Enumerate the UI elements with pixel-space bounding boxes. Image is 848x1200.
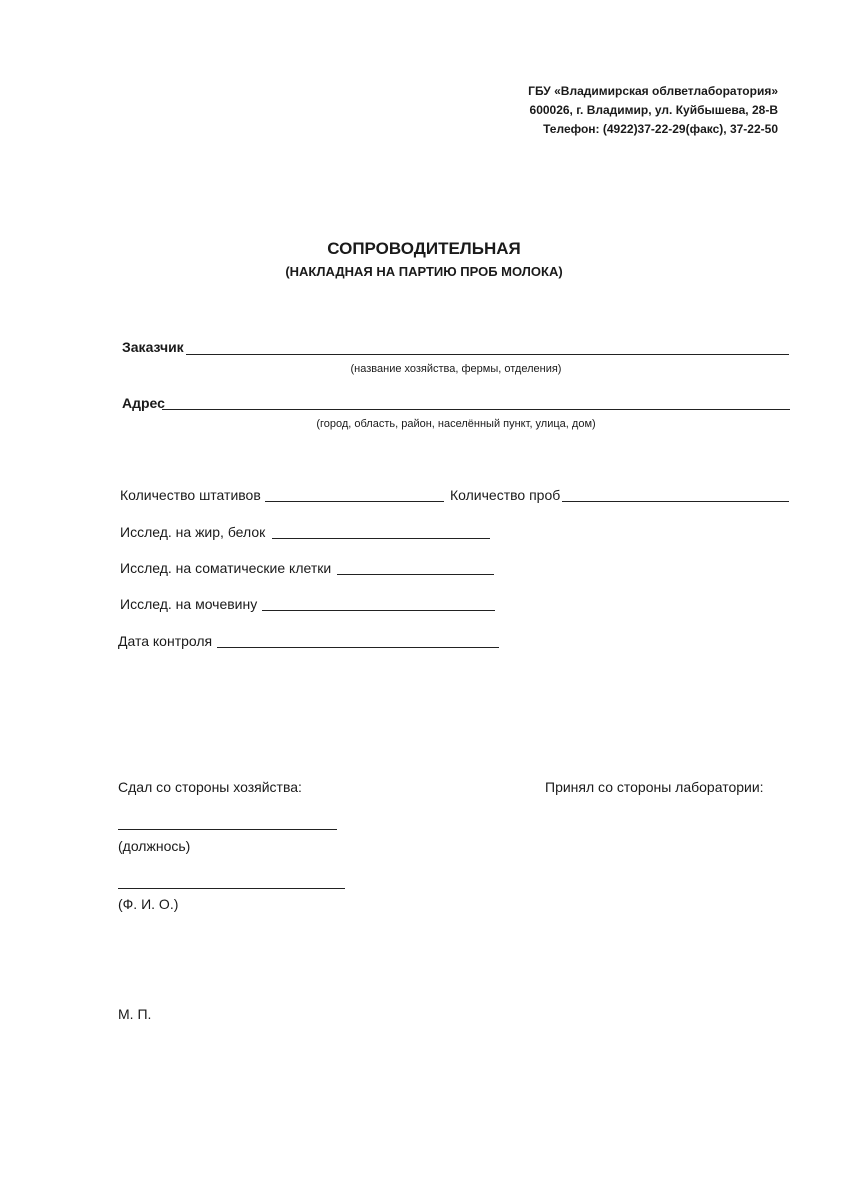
address-label: Адрес [122, 395, 165, 411]
page-title: СОПРОВОДИТЕЛЬНАЯ [327, 239, 521, 258]
handed-over-label: Сдал со стороны хозяйства: [118, 779, 302, 795]
position-hint: (должнось) [118, 838, 191, 854]
address-hint: (город, область, район, населённый пункт, улица, дом) [316, 418, 596, 430]
org-name: ГБУ «Владимирская облветлаборатория» [528, 84, 778, 98]
control-date-field[interactable] [217, 647, 499, 648]
customer-field[interactable] [186, 354, 789, 355]
customer-hint: (название хозяйства, фермы, отделения) [350, 363, 562, 375]
fat-protein-label: Исслед. на жир, белок [120, 524, 266, 540]
accepted-label: Принял со стороны лаборатории: [545, 779, 764, 795]
page-subtitle: (НАКЛАДНАЯ НА ПАРТИЮ ПРОБ МОЛОКА) [285, 264, 563, 279]
stamp-place: М. П. [118, 1006, 152, 1022]
samples-label: Количество проб [450, 487, 561, 503]
racks-label: Количество штативов [120, 487, 261, 503]
customer-label: Заказчик [122, 339, 184, 355]
position-signature-line[interactable] [118, 829, 337, 830]
racks-field[interactable] [265, 501, 444, 502]
samples-field[interactable] [562, 501, 789, 502]
urea-label: Исслед. на мочевину [120, 596, 258, 612]
somatic-label: Исслед. на соматические клетки [120, 560, 332, 576]
name-hint: (Ф. И. О.) [118, 896, 179, 912]
address-field[interactable] [162, 409, 790, 410]
name-signature-line[interactable] [118, 888, 345, 889]
control-date-label: Дата контроля [118, 633, 213, 649]
fat-protein-field[interactable] [272, 538, 490, 539]
org-phone: Телефон: (4922)37-22-29(факс), 37-22-50 [543, 122, 778, 136]
org-address: 600026, г. Владимир, ул. Куйбышева, 28-В [529, 103, 778, 117]
urea-field[interactable] [262, 610, 495, 611]
somatic-field[interactable] [337, 574, 494, 575]
